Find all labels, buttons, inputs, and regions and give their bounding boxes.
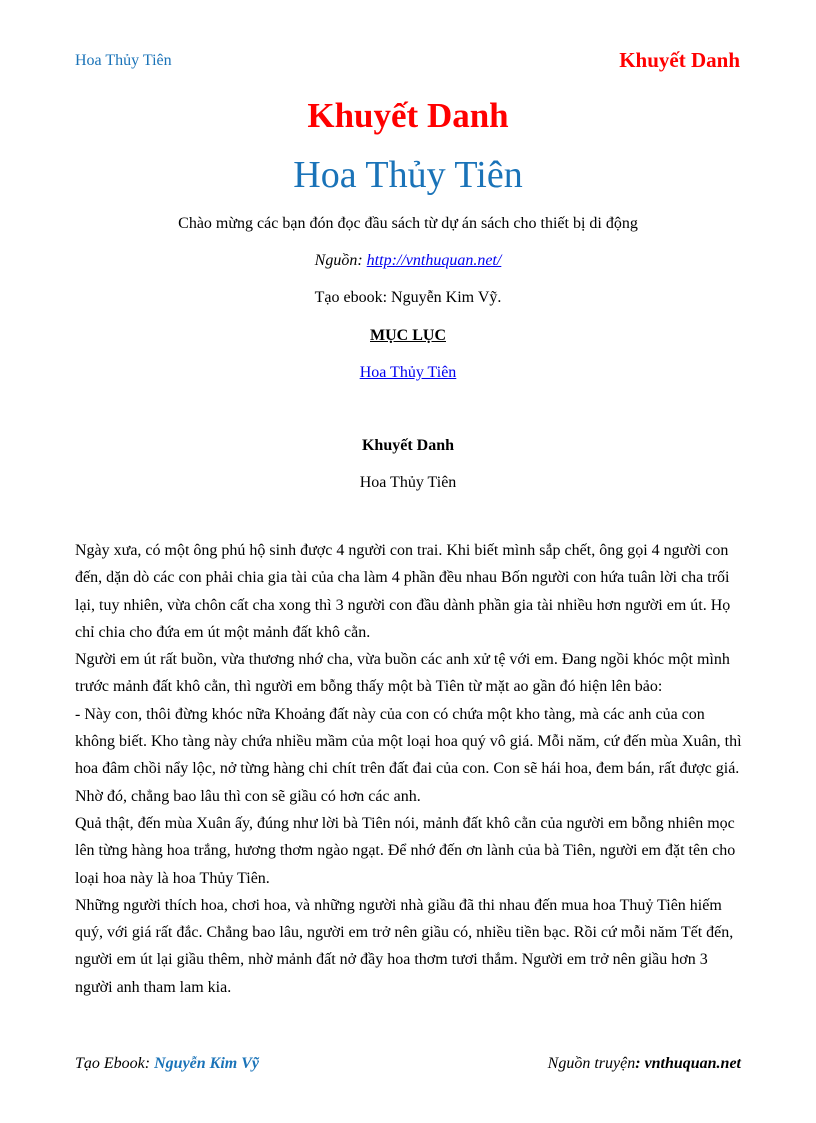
section-title: Hoa Thủy Tiên	[359, 474, 457, 491]
story-paragraph: Người em út rất buồn, vừa thương nhớ cha, vừa buồn các anh xử tệ với em. Đang ngồi khóc một mình trước mảnh đất khô cằn, thì người em bỗng thấy một bà Tiên từ mặt ao gần đó hiện lên bảo:	[75, 651, 730, 696]
story-paragraph: - Này con, thôi đừng khóc nữa Khoảng đất này của con có chứa một kho tàng, mà các anh của con không biết. Kho tàng này chứa nhiều mầm của một loại hoa quý vô giá. Mỗi năm, cứ đến mùa Xuân, thì hoa đâm chồi nẩy lộc, nở từng hàng chi chít trên đất đai của con. Con sẽ hái hoa, đem bán, rất được giá. Nhờ đó, chẳng bao lâu thì con sẽ giầu có hơn các anh.	[75, 705, 742, 805]
footer-ebook-separator: :	[144, 1055, 155, 1072]
toc-heading: MỤC LỤC	[370, 327, 446, 344]
section-author: Khuyết Danh	[361, 437, 455, 454]
book-title-heading: Hoa Thủy Tiên	[293, 154, 523, 196]
footer-ebook-credit	[75, 1055, 259, 1073]
story-paragraph: Những người thích hoa, chơi hoa, và những người nhà giầu đã thi nhau đến mua hoa Thuỷ Tiên hiếm quý, với giá rất đắc. Chẳng bao lâu, người em trở nên giầu có, nhiều tiền bạc. Rồi cứ mỗi năm Tết đến, người em út lại giầu thêm, nhờ mảnh đất nở đầy hoa thơm tươi thắm. Người em trở nên giầu hơn 3 người anh tham lam kia.	[75, 896, 734, 996]
creator-line: Tạo ebook: Nguyễn Kim Vỹ.	[314, 289, 502, 306]
intro-text: Chào mừng các bạn đón đọc đầu sách từ dự án sách cho thiết bị di động	[178, 215, 638, 232]
source-label: Nguồn:	[314, 252, 367, 269]
source-line	[0, 252, 816, 270]
footer-source-site: vnthuquan.net	[644, 1055, 741, 1072]
story-body	[75, 537, 747, 1001]
footer-ebook-label: Tạo Ebook	[75, 1055, 145, 1072]
running-header-title: Hoa Thủy Tiên	[75, 52, 172, 69]
footer-source-separator: :	[635, 1055, 645, 1072]
source-link[interactable]: http://vnthuquan.net/	[366, 252, 502, 269]
footer-ebook-name: Nguyễn Kim Vỹ	[154, 1055, 259, 1072]
footer-source-credit	[548, 1055, 741, 1073]
story-paragraph: Ngày xưa, có một ông phú hộ sinh được 4 người con trai. Khi biết mình sắp chết, ông gọi 4 người con đến, dặn dò các con phải chia gia tài của cha làm 4 phần đều nhau Bốn người con hứa tuân lời cha trối lại, tuy nhiên, vừa chôn cất cha xong thì 3 người con đầu dành phần gia tài nhiều hơn người em út. Họ chỉ chia cho đứa em út một mảnh đất khô cằn.	[75, 542, 731, 641]
footer-source-label: Nguồn truyện	[547, 1055, 636, 1072]
toc-item-link[interactable]: Hoa Thủy Tiên	[359, 364, 457, 381]
story-paragraph: Quả thật, đến mùa Xuân ấy, đúng như lời bà Tiên nói, mảnh đất khô cằn của người em bỗng nhiên mọc lên từng hàng hoa trắng, hương thơm ngào ngạt. Để nhớ đến ơn lành của bà Tiên, người em đặt tên cho loại hoa này là hoa Thủy Tiên.	[75, 814, 736, 887]
running-header-author: Khuyết Danh	[619, 48, 740, 72]
book-author-heading: Khuyết Danh	[307, 96, 509, 135]
